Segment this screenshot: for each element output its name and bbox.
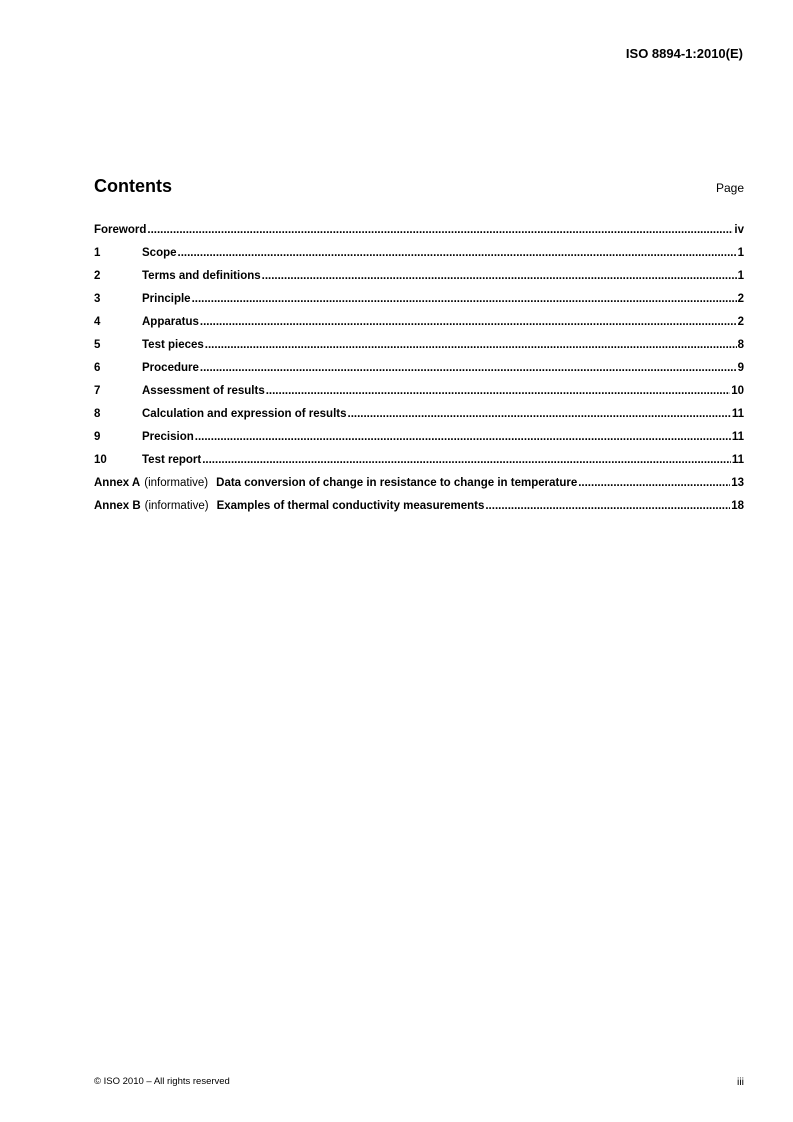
- toc-entry-page: 1: [737, 270, 744, 282]
- page-column-label: Page: [715, 181, 744, 195]
- page-number: iii: [737, 1076, 744, 1088]
- toc-entry-clause[interactable]: [94, 315, 744, 338]
- toc-entry-title: Principle: [142, 293, 191, 305]
- toc-dot-leader: [178, 246, 737, 260]
- toc-dot-leader: [262, 269, 737, 283]
- toc-entry-number: 4: [94, 316, 101, 328]
- toc-dot-leader: [147, 223, 733, 237]
- toc-dot-leader: [485, 499, 730, 513]
- toc-entry-page: 11: [731, 431, 744, 443]
- toc-entry-title: Assessment of results: [142, 385, 265, 397]
- toc-entry-number: 7: [94, 385, 101, 397]
- toc-entry-page: 13: [731, 477, 744, 489]
- copyright-notice: © ISO 2010 – All rights reserved: [94, 1076, 230, 1087]
- contents-title: Contents: [94, 176, 172, 196]
- toc-entry-clause[interactable]: [94, 384, 744, 407]
- toc-dot-leader: [200, 315, 737, 329]
- toc-entry-page: 8: [737, 339, 744, 351]
- toc-entry-title: Test pieces: [142, 339, 204, 351]
- toc-entry-annex-a[interactable]: [94, 476, 744, 499]
- toc-entry-clause[interactable]: [94, 361, 744, 384]
- toc-entry-number: 2: [94, 270, 101, 282]
- toc-dot-leader: [200, 361, 737, 375]
- toc-annex-label: Annex A: [94, 477, 141, 489]
- document-identifier: ISO 8894-1:2010(E): [625, 46, 743, 61]
- toc-entry-page: 18: [731, 500, 744, 512]
- toc-entry-title: Terms and definitions: [142, 270, 261, 282]
- toc-entry-clause[interactable]: [94, 246, 744, 269]
- toc-dot-leader: [266, 384, 730, 398]
- toc-entry-foreword[interactable]: [94, 223, 744, 246]
- toc-entry-title: Scope: [142, 247, 177, 259]
- toc-dot-leader: [348, 407, 731, 421]
- toc-entry-page: 10: [731, 385, 744, 397]
- toc-dot-leader: [205, 338, 737, 352]
- toc-entry-number: 10: [94, 454, 107, 466]
- toc-dot-leader: [192, 292, 737, 306]
- table-of-contents: [94, 223, 744, 522]
- toc-entry-title: Apparatus: [142, 316, 199, 328]
- toc-annex-info: (informative): [144, 477, 209, 489]
- toc-entry-title: Precision: [142, 431, 194, 443]
- toc-entry-title: Procedure: [142, 362, 199, 374]
- toc-dot-leader: [195, 430, 731, 444]
- toc-entry-page: 1: [737, 247, 744, 259]
- contents-header: [94, 176, 744, 198]
- toc-entry-clause[interactable]: [94, 338, 744, 361]
- toc-entry-page: 2: [737, 293, 744, 305]
- toc-entry-title: Foreword: [94, 224, 147, 236]
- toc-entry-clause[interactable]: [94, 407, 744, 430]
- toc-annex-info: (informative): [144, 500, 209, 512]
- toc-entry-title: Examples of thermal conductivity measurements: [216, 500, 485, 512]
- toc-entry-clause[interactable]: [94, 292, 744, 315]
- toc-entry-clause[interactable]: [94, 430, 744, 453]
- toc-entry-page: 2: [737, 316, 744, 328]
- toc-annex-label: Annex B: [94, 500, 141, 512]
- toc-entry-page: 11: [731, 408, 744, 420]
- toc-entry-clause[interactable]: [94, 269, 744, 292]
- toc-entry-title: Calculation and expression of results: [142, 408, 347, 420]
- page-footer: [94, 1076, 744, 1090]
- toc-entry-title: Data conversion of change in resistance to change in temperature: [216, 477, 578, 489]
- toc-dot-leader: [202, 453, 731, 467]
- toc-entry-number: 9: [94, 431, 101, 443]
- toc-entry-number: 8: [94, 408, 101, 420]
- toc-entry-annex-b[interactable]: [94, 499, 744, 522]
- toc-entry-page: iv: [734, 224, 744, 236]
- toc-entry-clause[interactable]: [94, 453, 744, 476]
- toc-entry-number: 3: [94, 293, 101, 305]
- toc-entry-title: Test report: [142, 454, 202, 466]
- toc-entry-page: 9: [737, 362, 744, 374]
- toc-entry-page: 11: [731, 454, 744, 466]
- toc-dot-leader: [578, 476, 730, 490]
- toc-entry-number: 6: [94, 362, 101, 374]
- toc-entry-number: 1: [94, 247, 101, 259]
- toc-entry-number: 5: [94, 339, 101, 351]
